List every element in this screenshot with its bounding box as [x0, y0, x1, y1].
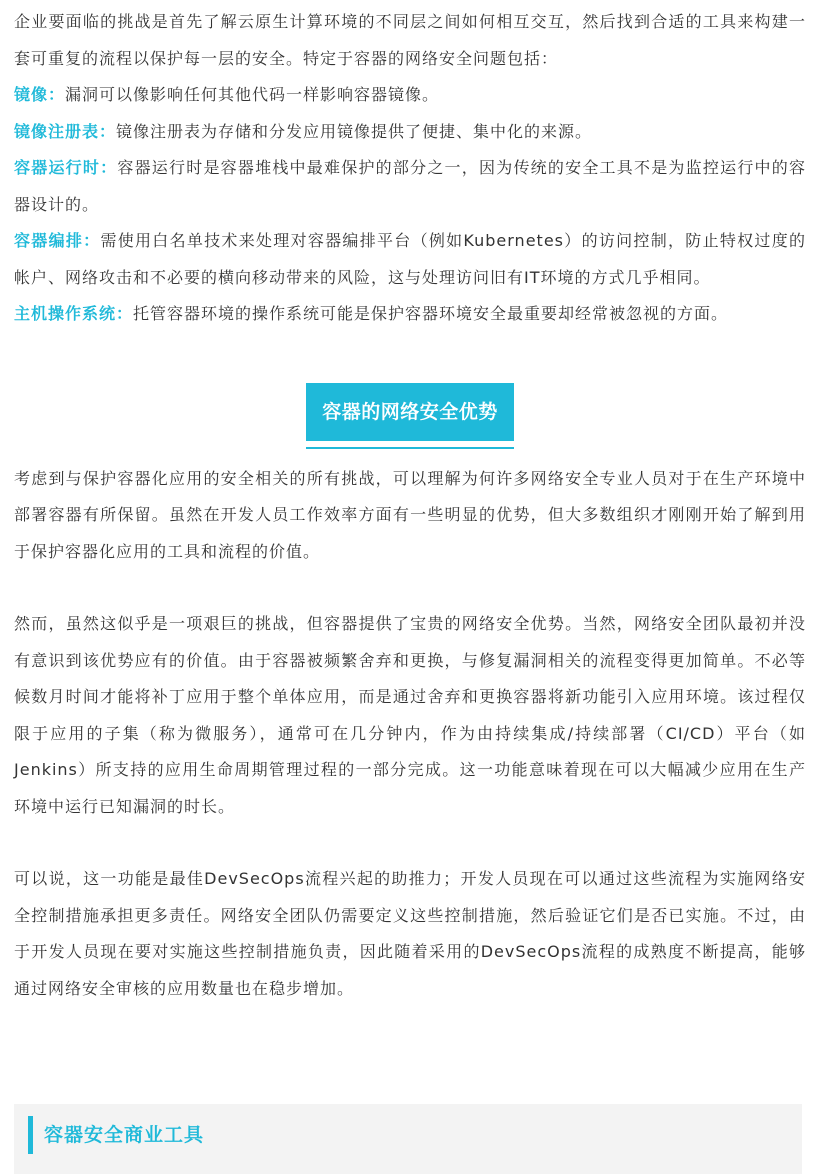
section-heading: 容器的网络安全优势	[306, 383, 514, 441]
issue-item-image	[14, 77, 806, 114]
subsection-accent-bar	[28, 1116, 33, 1154]
subsection-heading: 容器安全商业工具	[44, 1124, 205, 1146]
issue-desc: 需使用白名单技术来处理对容器编排平台（例如Kubernetes）的访问控制，防止特权过度的帐户、网络攻击和不必要的横向移动带来的风险，这与处理访问旧有IT环境的方式几乎相同。	[14, 231, 806, 287]
issue-item-runtime	[14, 150, 806, 223]
issue-list	[14, 77, 806, 333]
issue-term: 主机操作系统：	[14, 304, 134, 323]
issue-term: 镜像：	[14, 85, 66, 104]
issue-term: 镜像注册表：	[14, 121, 117, 141]
section-heading-container	[14, 383, 806, 441]
section-paragraph: 可以说，这一功能是最佳DevSecOps流程兴起的助推力；开发人员现在可以通过这些流程为实施网络安全控制措施承担更多责任。网络安全团队仍需要定义这些控制措施，然后验证它们是否已实施。不过，由于开发人员现在要对实施这些控制措施负责，因此随着采用的DevSecOps流程的成熟度不断提高，能够通过网络安全审核的应用数量也在稳步增加。	[14, 869, 806, 998]
issue-desc: 托管容器环境的操作系统可能是保护容器环境安全最重要却经常被忽视的方面。	[133, 304, 729, 323]
section-paragraph: 考虑到与保护容器化应用的安全相关的所有挑战，可以理解为何许多网络安全专业人员对于在生产环境中部署容器有所保留。虽然在开发人员工作效率方面有一些明显的优势，但大多数组织才刚刚开始了解到用于保护容器化应用的工具和流程的价值。	[14, 468, 806, 561]
issue-item-host-os	[14, 296, 806, 333]
intro-paragraph: 企业要面临的挑战是首先了解云原生计算环境的不同层之间如何相互交互，然后找到合适的工具来构建一套可重复的流程以保护每一层的安全。特定于容器的网络安全问题包括：	[14, 12, 806, 68]
issue-term: 容器运行时：	[14, 158, 118, 177]
issue-item-registry	[14, 114, 806, 151]
issue-desc: 镜像注册表为存储和分发应用镜像提供了便捷、集中化的来源。	[116, 121, 593, 141]
issue-term: 容器编排：	[14, 231, 101, 250]
issue-item-orchestration	[14, 223, 806, 296]
issue-desc: 容器运行时是容器堆栈中最难保护的部分之一，因为传统的安全工具不是为监控运行中的容器设计的。	[14, 158, 806, 214]
issue-desc: 漏洞可以像影响任何其他代码一样影响容器镜像。	[65, 85, 440, 104]
section-paragraph: 然而，虽然这似乎是一项艰巨的挑战，但容器提供了宝贵的网络安全优势。当然，网络安全团队最初并没有意识到该优势应有的价值。由于容器被频繁舍弃和更换，与修复漏洞相关的流程变得更加简单。不必等候数月时间才能将补丁应用于整个单体应用，而是通过舍弃和更换容器将新功能引入应用环境。该过程仅限于应用的子集（称为微服务），通常可在几分钟内，作为由持续集成/持续部署（CI/CD）平台（如Jenkins）所支持的应用生命周期管理过程的一部分完成。这一功能意味着现在可以大幅减少应用在生产环境中运行已知漏洞的时长。	[14, 614, 806, 816]
subsection-heading-box	[14, 1104, 802, 1174]
